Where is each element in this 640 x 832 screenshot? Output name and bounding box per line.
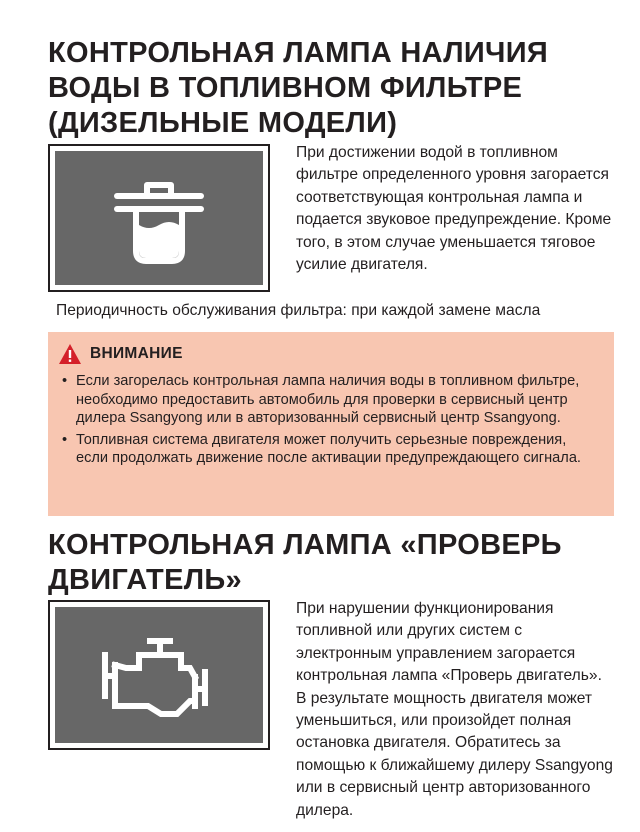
water-in-fuel-description: При достижении водой в топливном фильтре определенного уровня загорается соответствующая контрольная лампа и подается звуковое предупреждение. Кроме того, в этом случае уменьшается тяговое усилие двигателя. [296,144,612,274]
maintenance-interval-text: Периодичность обслуживания фильтра: при каждой замене масла [56,302,541,319]
heading-check-engine: КОНТРОЛЬНАЯ ЛАМПА «ПРОВЕРЬ ДВИГАТЕЛЬ» [48,529,562,596]
warning-title: ВНИМАНИЕ [90,345,183,362]
check-engine-lamp-frame [48,600,270,750]
warning-item: • Топливная система двигателя может получить серьезные повреждения, если продолжать движение после активации предупреждающего сигнала. [58,431,602,468]
warning-header [58,342,602,366]
warning-box [48,332,614,516]
check-engine-icon [55,607,263,743]
warning-item: • Если загорелась контрольная лампа наличия воды в топливном фильтре, необходимо предоставить автомобиль для проверки в сервисный центр дилера Ssangyong или в авторизованный сервисный центр Ssangyong. [58,372,602,428]
water-in-fuel-lamp [55,151,263,285]
water-in-fuel-filter-icon [55,151,263,285]
check-engine-lamp [55,607,263,743]
warning-list [58,372,602,468]
check-engine-description: При нарушении функционирования топливной или других систем с электронным управлением загорается контрольная лампа «Проверь двигатель». В результате мощность двигателя может уменьшиться, или произойдет полная остановка двигателя. Обратитесь за помощью к ближайшему дилеру Ssangyong или в сервисный центр авторизованного дилера. [296,600,613,819]
warning-triangle-icon [58,343,82,365]
heading-water-in-fuel: КОНТРОЛЬНАЯ ЛАМПА НАЛИЧИЯ ВОДЫ В ТОПЛИВНОМ ФИЛЬТРЕ (ДИЗЕЛЬНЫЕ МОДЕЛИ) [48,37,548,139]
water-in-fuel-lamp-frame [48,144,270,292]
